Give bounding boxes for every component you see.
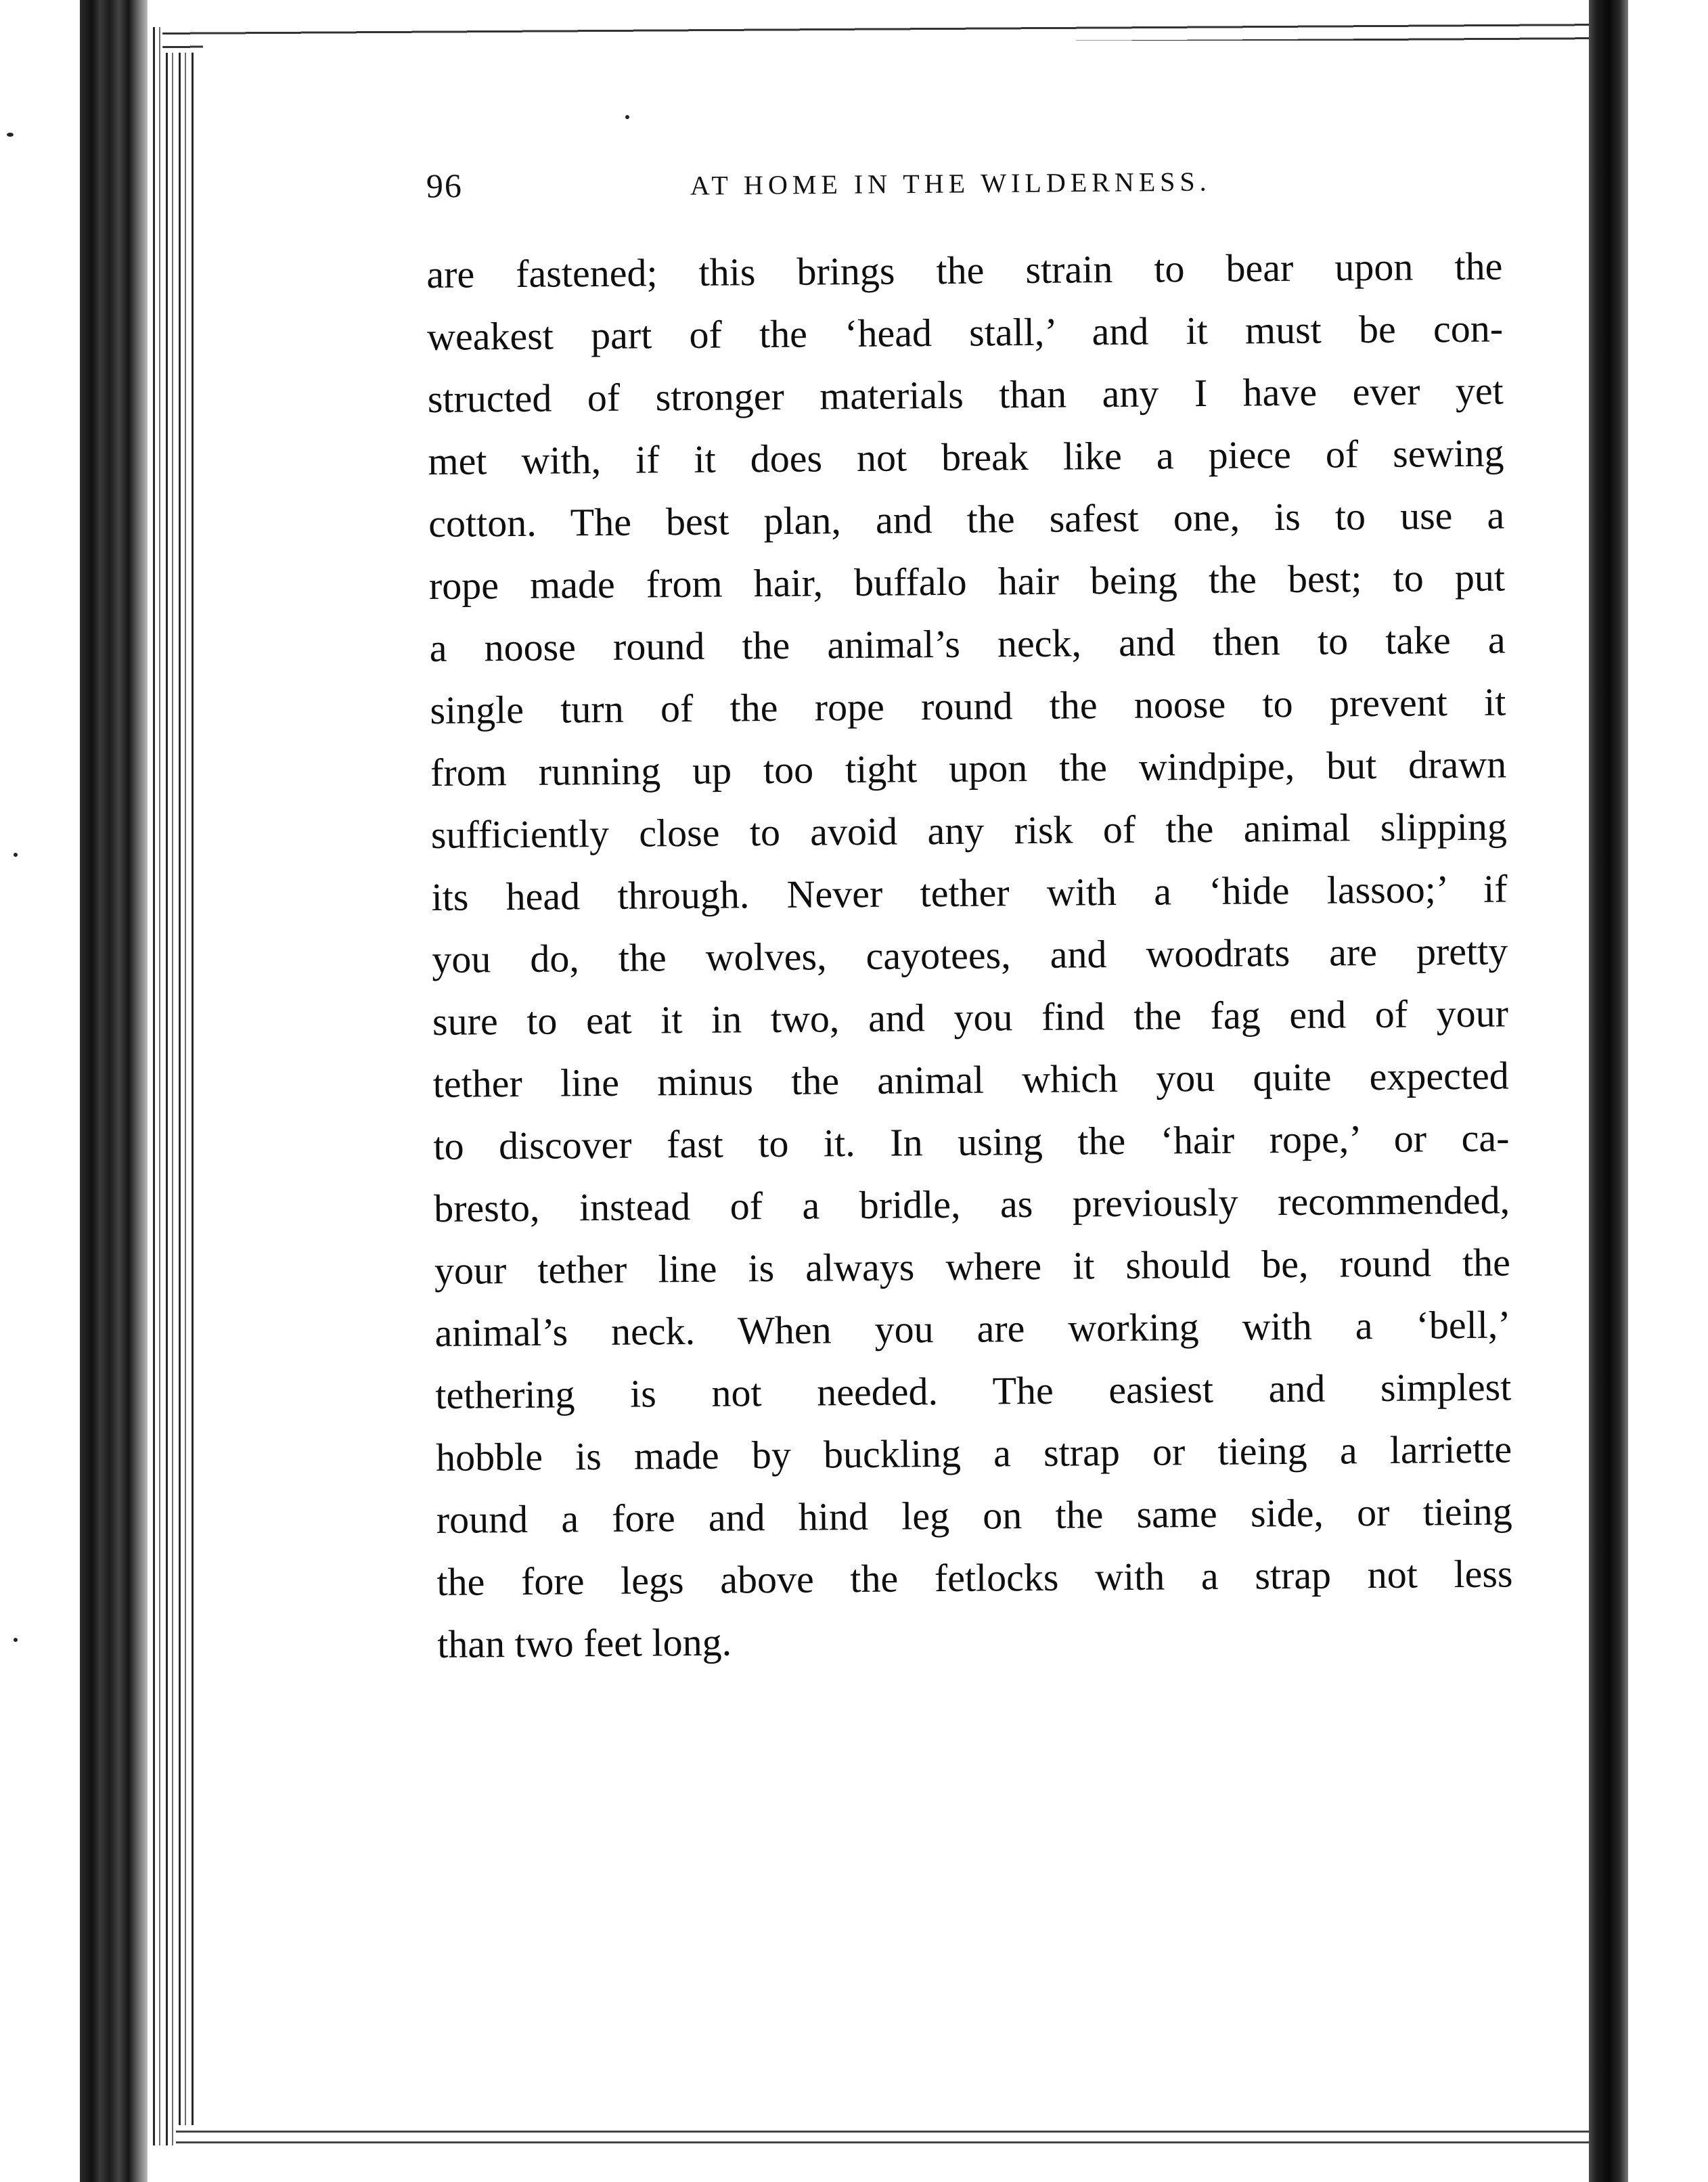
text-line: are fastened; this brings the strain to bear upon the [426,244,1503,296]
book-right-edge [1589,0,1628,2182]
text-line: your tether line is always where it should be, round the [434,1240,1511,1293]
text-line: weakest part of the ‘head stall,’ and it must be con- [426,306,1504,359]
body-paragraph [426,235,1521,1676]
scan-margin-right [1628,0,1708,2182]
scan-margin-left [0,0,80,2182]
text-line: from running up too tight upon the windpipe, but drawn [430,742,1507,795]
dust-speck [14,1638,18,1642]
running-head: AT HOME IN THE WILDERNESS. [690,166,1211,201]
text-line: structed of stronger materials than any I have ever yet [427,368,1504,421]
text-line: sufficiently close to avoid any risk of the animal slipping [430,804,1508,857]
page-bottom-edges [176,2125,1624,2145]
text-line: sure to eat it in two, and you find the fag end of your [432,991,1509,1044]
text-line: cotton. The best plan, and the safest one, is to use a [428,493,1505,546]
book-binding-edge [80,0,148,2182]
page-number: 96 [426,166,464,205]
text-line: hobble is made by buckling a strap or tieing a larriette [435,1427,1512,1479]
text-line: the fore legs above the fetlocks with a strap not less [436,1551,1513,1604]
text-line: you do, the wolves, cayotees, and woodrats are pretty [432,929,1508,981]
text-line: single turn of the rope round the noose to prevent it [430,680,1506,732]
dust-speck [625,115,629,119]
text-line: animal’s neck. When you are working with a ‘bell,’ [434,1302,1511,1355]
text-line: to discover fast to it. In using the ‘hair rope,’ or ca- [433,1115,1510,1168]
page-stack-edges [148,27,195,2145]
text-line: round a fore and hind leg on the same side, or tieing [436,1489,1513,1542]
text-line: a noose round the animal’s neck, and then to take a [429,617,1506,670]
text-line: met with, if it does not break like a piece of sewing [428,430,1504,483]
text-line: tether line minus the animal which you quite expected [432,1053,1509,1106]
page-header [223,160,1280,222]
dust-speck [14,853,18,857]
text-line-last: than two feet long. [436,1620,732,1666]
text-line: its head through. Never tether with a ‘hide lassoo;’ if [431,866,1508,919]
text-line: rope made from hair, buffalo hair being the best; to put [428,555,1506,608]
dust-speck [7,133,14,137]
text-line: tethering is not needed. The easiest and simplest [435,1364,1512,1417]
text-line: bresto, instead of a bridle, as previously recommended, [433,1178,1510,1230]
